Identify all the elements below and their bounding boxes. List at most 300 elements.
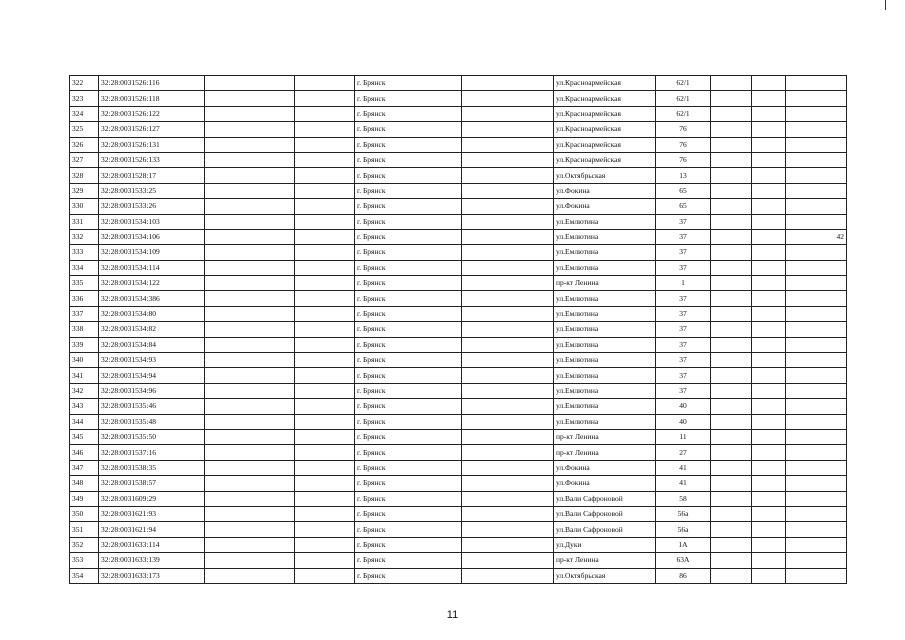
empty-cell	[205, 383, 295, 398]
empty-cell	[711, 245, 752, 260]
city-cell: г. Брянск	[355, 383, 462, 398]
city-cell: г. Брянск	[355, 214, 462, 229]
empty-cell	[711, 429, 752, 444]
house-number: 37	[656, 383, 711, 398]
cadastral-number: 32:28:0031609:29	[99, 491, 205, 506]
table-row	[70, 306, 847, 321]
street-cell: ул.Емлютина	[554, 245, 656, 260]
empty-cell	[205, 183, 295, 198]
empty-cell	[711, 276, 752, 291]
house-number: 76	[656, 152, 711, 167]
empty-cell	[752, 122, 786, 137]
cadastral-number: 32:28:0031526:133	[99, 152, 205, 167]
empty-cell	[752, 337, 786, 352]
empty-cell	[295, 476, 355, 491]
street-cell: ул.Красноармейская	[554, 152, 656, 167]
city-cell: г. Брянск	[355, 152, 462, 167]
empty-cell	[752, 522, 786, 537]
empty-cell	[711, 537, 752, 552]
row-number: 333	[70, 245, 99, 260]
empty-cell	[462, 260, 554, 275]
empty-cell	[295, 91, 355, 106]
row-number: 324	[70, 106, 99, 121]
table-row	[70, 429, 847, 444]
row-number: 354	[70, 568, 99, 583]
empty-cell	[462, 245, 554, 260]
empty-cell	[752, 399, 786, 414]
empty-cell	[462, 137, 554, 152]
extra-value	[786, 522, 847, 537]
empty-cell	[711, 322, 752, 337]
empty-cell	[205, 137, 295, 152]
empty-cell	[295, 306, 355, 321]
street-cell: ул.Вали Сафроновой	[554, 522, 656, 537]
empty-cell	[295, 445, 355, 460]
empty-cell	[752, 322, 786, 337]
empty-cell	[462, 337, 554, 352]
extra-value	[786, 414, 847, 429]
extra-value	[786, 537, 847, 552]
empty-cell	[295, 553, 355, 568]
empty-cell	[205, 399, 295, 414]
table-row	[70, 91, 847, 106]
table-row	[70, 322, 847, 337]
row-number: 353	[70, 553, 99, 568]
empty-cell	[462, 106, 554, 121]
empty-cell	[295, 383, 355, 398]
city-cell: г. Брянск	[355, 506, 462, 521]
table-row	[70, 476, 847, 491]
street-cell: ул.Емлютина	[554, 414, 656, 429]
city-cell: г. Брянск	[355, 276, 462, 291]
empty-cell	[462, 353, 554, 368]
house-number: 37	[656, 245, 711, 260]
street-cell: ул.Емлютина	[554, 229, 656, 244]
empty-cell	[711, 414, 752, 429]
empty-cell	[205, 568, 295, 583]
empty-cell	[462, 429, 554, 444]
street-cell: ул.Емлютина	[554, 214, 656, 229]
house-number: 37	[656, 229, 711, 244]
row-number: 326	[70, 137, 99, 152]
row-number: 335	[70, 276, 99, 291]
city-cell: г. Брянск	[355, 445, 462, 460]
street-cell: ул.Емлютина	[554, 399, 656, 414]
table-row	[70, 568, 847, 583]
empty-cell	[205, 429, 295, 444]
row-number: 351	[70, 522, 99, 537]
cadastral-number: 32:28:0031538:35	[99, 460, 205, 475]
empty-cell	[295, 568, 355, 583]
street-cell: пр-кт Ленина	[554, 429, 656, 444]
empty-cell	[205, 260, 295, 275]
empty-cell	[711, 506, 752, 521]
table-row	[70, 522, 847, 537]
extra-value	[786, 399, 847, 414]
empty-cell	[205, 306, 295, 321]
table-row	[70, 460, 847, 475]
city-cell: г. Брянск	[355, 337, 462, 352]
house-number: 62/1	[656, 91, 711, 106]
table-row	[70, 183, 847, 198]
city-cell: г. Брянск	[355, 183, 462, 198]
empty-cell	[752, 183, 786, 198]
empty-cell	[462, 199, 554, 214]
empty-cell	[462, 183, 554, 198]
extra-value	[786, 276, 847, 291]
cadastral-number: 32:28:0031526:116	[99, 76, 205, 91]
empty-cell	[205, 152, 295, 167]
empty-cell	[711, 122, 752, 137]
empty-cell	[711, 460, 752, 475]
empty-cell	[462, 229, 554, 244]
row-number: 331	[70, 214, 99, 229]
street-cell: ул.Красноармейская	[554, 122, 656, 137]
street-cell: ул.Вали Сафроновой	[554, 491, 656, 506]
row-number: 329	[70, 183, 99, 198]
cadastral-number: 32:28:0031534:96	[99, 383, 205, 398]
empty-cell	[752, 214, 786, 229]
table-row	[70, 414, 847, 429]
empty-cell	[295, 106, 355, 121]
extra-value	[786, 214, 847, 229]
cadastral-number: 32:28:0031528:17	[99, 168, 205, 183]
empty-cell	[462, 91, 554, 106]
empty-cell	[711, 383, 752, 398]
extra-value	[786, 260, 847, 275]
table-row	[70, 214, 847, 229]
cadastral-number: 32:28:0031533:25	[99, 183, 205, 198]
empty-cell	[205, 491, 295, 506]
row-number: 346	[70, 445, 99, 460]
house-number: 37	[656, 368, 711, 383]
cadastral-number: 32:28:0031534:109	[99, 245, 205, 260]
row-number: 350	[70, 506, 99, 521]
empty-cell	[462, 168, 554, 183]
cadastral-number: 32:28:0031633:114	[99, 537, 205, 552]
house-number: 62/1	[656, 76, 711, 91]
row-number: 336	[70, 291, 99, 306]
row-number: 328	[70, 168, 99, 183]
row-number: 348	[70, 476, 99, 491]
cadastral-number: 32:28:0031633:173	[99, 568, 205, 583]
extra-value	[786, 122, 847, 137]
empty-cell	[295, 506, 355, 521]
empty-cell	[752, 168, 786, 183]
city-cell: г. Брянск	[355, 522, 462, 537]
cadastral-number: 32:28:0031535:48	[99, 414, 205, 429]
row-number: 325	[70, 122, 99, 137]
empty-cell	[295, 537, 355, 552]
empty-cell	[205, 91, 295, 106]
house-number: 1А	[656, 537, 711, 552]
street-cell: ул.Дуки	[554, 537, 656, 552]
table-row	[70, 399, 847, 414]
house-number: 58	[656, 491, 711, 506]
empty-cell	[205, 506, 295, 521]
cadastral-number: 32:28:0031534:84	[99, 337, 205, 352]
cadastral-number: 32:28:0031621:94	[99, 522, 205, 537]
street-cell: пр-кт Ленина	[554, 445, 656, 460]
empty-cell	[711, 91, 752, 106]
empty-cell	[462, 276, 554, 291]
empty-cell	[752, 353, 786, 368]
street-cell: ул.Емлютина	[554, 383, 656, 398]
house-number: 37	[656, 337, 711, 352]
cadastral-number: 32:28:0031526:127	[99, 122, 205, 137]
empty-cell	[711, 291, 752, 306]
extra-value	[786, 76, 847, 91]
cadastral-number: 32:28:0031534:93	[99, 353, 205, 368]
empty-cell	[205, 199, 295, 214]
empty-cell	[462, 476, 554, 491]
empty-cell	[711, 152, 752, 167]
house-number: 37	[656, 353, 711, 368]
empty-cell	[752, 476, 786, 491]
empty-cell	[711, 137, 752, 152]
empty-cell	[205, 553, 295, 568]
empty-cell	[752, 568, 786, 583]
extra-value	[786, 306, 847, 321]
empty-cell	[711, 229, 752, 244]
empty-cell	[205, 522, 295, 537]
empty-cell	[462, 414, 554, 429]
extra-value	[786, 460, 847, 475]
street-cell: ул.Фокина	[554, 460, 656, 475]
empty-cell	[295, 260, 355, 275]
street-cell: ул.Емлютина	[554, 291, 656, 306]
empty-cell	[462, 445, 554, 460]
extra-value: 42	[786, 229, 847, 244]
empty-cell	[752, 506, 786, 521]
empty-cell	[205, 276, 295, 291]
empty-cell	[295, 276, 355, 291]
street-cell: ул.Октябрьская	[554, 168, 656, 183]
empty-cell	[205, 460, 295, 475]
empty-cell	[295, 199, 355, 214]
table-row	[70, 276, 847, 291]
table-row	[70, 106, 847, 121]
city-cell: г. Брянск	[355, 229, 462, 244]
cadastral-number: 32:28:0031538:57	[99, 476, 205, 491]
house-number: 56а	[656, 506, 711, 521]
empty-cell	[462, 460, 554, 475]
table-row	[70, 537, 847, 552]
house-number: 37	[656, 291, 711, 306]
extra-value	[786, 291, 847, 306]
empty-cell	[711, 445, 752, 460]
street-cell: ул.Емлютина	[554, 337, 656, 352]
empty-cell	[295, 152, 355, 167]
table-body	[70, 76, 847, 584]
empty-cell	[295, 137, 355, 152]
cadastral-number: 32:28:0031526:131	[99, 137, 205, 152]
empty-cell	[462, 322, 554, 337]
empty-cell	[205, 537, 295, 552]
table-row	[70, 445, 847, 460]
empty-cell	[205, 291, 295, 306]
empty-cell	[205, 245, 295, 260]
cadastral-number: 32:28:0031537:16	[99, 445, 205, 460]
empty-cell	[295, 460, 355, 475]
street-cell: ул.Емлютина	[554, 322, 656, 337]
street-cell: ул.Красноармейская	[554, 106, 656, 121]
empty-cell	[295, 214, 355, 229]
row-number: 323	[70, 91, 99, 106]
empty-cell	[295, 229, 355, 244]
house-number: 11	[656, 429, 711, 444]
row-number: 338	[70, 322, 99, 337]
empty-cell	[205, 337, 295, 352]
cadastral-number: 32:28:0031534:106	[99, 229, 205, 244]
table-row	[70, 553, 847, 568]
house-number: 65	[656, 183, 711, 198]
city-cell: г. Брянск	[355, 76, 462, 91]
empty-cell	[462, 522, 554, 537]
cadastral-number: 32:28:0031534:80	[99, 306, 205, 321]
cadastral-number: 32:28:0031533:26	[99, 199, 205, 214]
empty-cell	[205, 214, 295, 229]
empty-cell	[711, 399, 752, 414]
house-number: 27	[656, 445, 711, 460]
house-number: 76	[656, 122, 711, 137]
empty-cell	[752, 537, 786, 552]
table-row	[70, 168, 847, 183]
street-cell: пр-кт Ленина	[554, 276, 656, 291]
empty-cell	[711, 168, 752, 183]
empty-cell	[711, 337, 752, 352]
house-number: 37	[656, 306, 711, 321]
house-number: 40	[656, 399, 711, 414]
empty-cell	[752, 229, 786, 244]
cadastral-number: 32:28:0031526:122	[99, 106, 205, 121]
empty-cell	[711, 553, 752, 568]
empty-cell	[711, 214, 752, 229]
house-number: 1	[656, 276, 711, 291]
empty-cell	[462, 122, 554, 137]
table-row	[70, 245, 847, 260]
empty-cell	[205, 122, 295, 137]
empty-cell	[711, 368, 752, 383]
cadastral-number: 32:28:0031534:94	[99, 368, 205, 383]
city-cell: г. Брянск	[355, 137, 462, 152]
house-number: 56а	[656, 522, 711, 537]
row-number: 327	[70, 152, 99, 167]
empty-cell	[752, 91, 786, 106]
extra-value	[786, 168, 847, 183]
row-number: 341	[70, 368, 99, 383]
empty-cell	[295, 368, 355, 383]
city-cell: г. Брянск	[355, 368, 462, 383]
city-cell: г. Брянск	[355, 291, 462, 306]
empty-cell	[205, 106, 295, 121]
street-cell: ул.Емлютина	[554, 306, 656, 321]
table-row	[70, 337, 847, 352]
empty-cell	[711, 106, 752, 121]
house-number: 63А	[656, 553, 711, 568]
empty-cell	[711, 306, 752, 321]
street-cell: ул.Вали Сафроновой	[554, 506, 656, 521]
extra-value	[786, 337, 847, 352]
empty-cell	[711, 76, 752, 91]
empty-cell	[205, 368, 295, 383]
city-cell: г. Брянск	[355, 353, 462, 368]
street-cell: ул.Фокина	[554, 183, 656, 198]
city-cell: г. Брянск	[355, 106, 462, 121]
row-number: 337	[70, 306, 99, 321]
empty-cell	[205, 76, 295, 91]
empty-cell	[752, 553, 786, 568]
street-cell: ул.Фокина	[554, 476, 656, 491]
extra-value	[786, 368, 847, 383]
empty-cell	[462, 383, 554, 398]
street-cell: пр-кт Ленина	[554, 553, 656, 568]
extra-value	[786, 199, 847, 214]
street-cell: ул.Октябрьская	[554, 568, 656, 583]
extra-value	[786, 183, 847, 198]
empty-cell	[295, 522, 355, 537]
city-cell: г. Брянск	[355, 91, 462, 106]
table-row	[70, 122, 847, 137]
city-cell: г. Брянск	[355, 168, 462, 183]
table-row	[70, 199, 847, 214]
empty-cell	[462, 291, 554, 306]
table-row	[70, 383, 847, 398]
city-cell: г. Брянск	[355, 491, 462, 506]
empty-cell	[462, 399, 554, 414]
cadastral-number: 32:28:0031534:122	[99, 276, 205, 291]
street-cell: ул.Фокина	[554, 199, 656, 214]
house-number: 65	[656, 199, 711, 214]
empty-cell	[752, 276, 786, 291]
house-number: 40	[656, 414, 711, 429]
empty-cell	[295, 353, 355, 368]
house-number: 13	[656, 168, 711, 183]
table-row	[70, 291, 847, 306]
empty-cell	[295, 291, 355, 306]
cadastral-number: 32:28:0031633:139	[99, 553, 205, 568]
empty-cell	[752, 491, 786, 506]
empty-cell	[205, 414, 295, 429]
empty-cell	[462, 491, 554, 506]
extra-value	[786, 491, 847, 506]
empty-cell	[462, 214, 554, 229]
extra-value	[786, 245, 847, 260]
extra-value	[786, 506, 847, 521]
empty-cell	[711, 353, 752, 368]
table-row	[70, 368, 847, 383]
house-number: 37	[656, 322, 711, 337]
scan-mark	[885, 0, 886, 10]
street-cell: ул.Красноармейская	[554, 137, 656, 152]
row-number: 334	[70, 260, 99, 275]
city-cell: г. Брянск	[355, 399, 462, 414]
property-table	[69, 75, 847, 584]
empty-cell	[752, 106, 786, 121]
street-cell: ул.Красноармейская	[554, 91, 656, 106]
cadastral-number: 32:28:0031534:386	[99, 291, 205, 306]
city-cell: г. Брянск	[355, 553, 462, 568]
empty-cell	[205, 353, 295, 368]
house-number: 37	[656, 260, 711, 275]
extra-value	[786, 152, 847, 167]
extra-value	[786, 383, 847, 398]
empty-cell	[711, 568, 752, 583]
house-number: 41	[656, 460, 711, 475]
table-row	[70, 260, 847, 275]
table-row	[70, 152, 847, 167]
city-cell: г. Брянск	[355, 260, 462, 275]
